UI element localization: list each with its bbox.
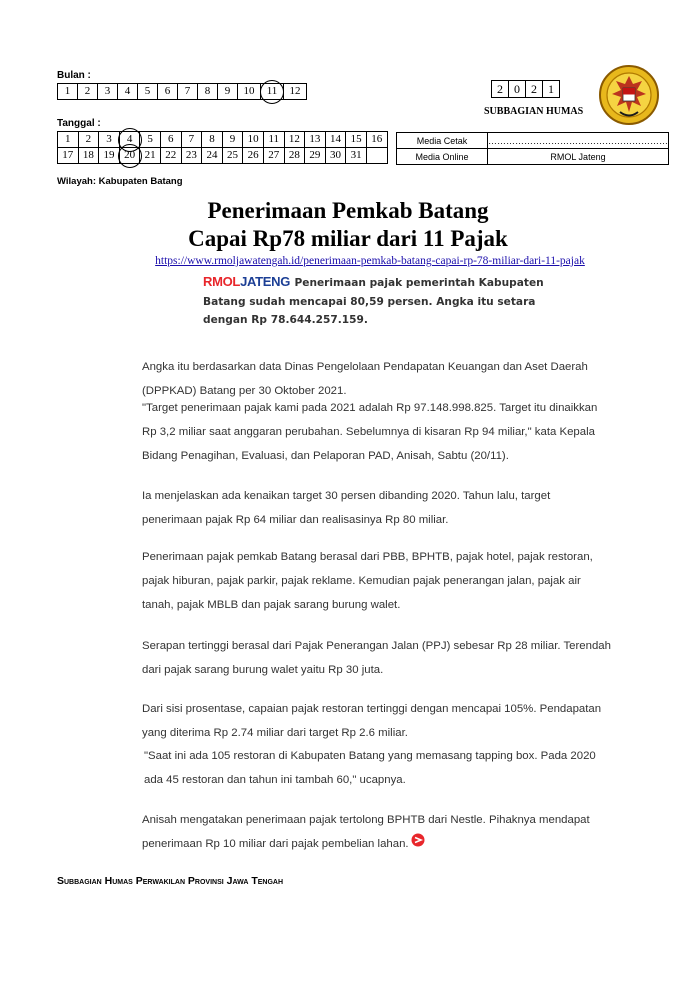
rmol-end-mark-icon <box>411 832 425 856</box>
article-paragraph: Ia menjelaskan ada kenaikan target 30 persen dibanding 2020. Tahun lalu, target penerimaan pajak Rp 64 miliar dan realisasinya Rp 80 miliar. <box>142 490 551 526</box>
year-digit: 0 <box>508 80 526 98</box>
grid-cell: 10 <box>238 84 261 100</box>
date-grid <box>57 131 388 164</box>
grid-cell: 22 <box>160 148 181 164</box>
grid-cell: 30 <box>325 148 346 164</box>
grid-cell: 13 <box>305 132 326 148</box>
dept-label: SUBBAGIAN HUMAS <box>484 106 584 117</box>
media-cetak-label: Media Cetak <box>397 133 488 149</box>
tanggal-label: Tanggal : <box>57 118 101 129</box>
year-digit: 2 <box>525 80 543 98</box>
garuda-emblem-icon <box>598 64 660 126</box>
article-paragraph: Angka itu berdasarkan data Dinas Pengelolaan Pendapatan Keuangan dan Aset Daerah (DPPKAD) Batang per 30 Oktober 2021. <box>142 361 588 397</box>
grid-cell: 12 <box>284 84 307 100</box>
grid-cell: 2 <box>78 84 98 100</box>
grid-cell: 25 <box>222 148 243 164</box>
grid-cell: 9 <box>222 132 243 148</box>
month-grid <box>57 83 307 100</box>
grid-cell: 11 <box>261 84 284 100</box>
grid-cell: 14 <box>325 132 346 148</box>
grid-cell: 3 <box>98 84 118 100</box>
article-title-line2: Capai Rp78 miliar dari 11 Pajak <box>188 226 508 251</box>
article-url-link[interactable]: https://www.rmoljawatengah.id/penerimaan-pemkab-batang-capai-rp-78-miliar-dari-11-pajak <box>155 255 585 267</box>
grid-cell: 15 <box>346 132 367 148</box>
grid-cell: 7 <box>181 132 202 148</box>
year-digit: 2 <box>491 80 509 98</box>
grid-cell: 11 <box>263 132 284 148</box>
grid-cell: 8 <box>198 84 218 100</box>
lead-line: Batang sudah mencapai 80,59 persen. Angka itu setara <box>203 295 536 308</box>
grid-cell: 2 <box>78 132 99 148</box>
lead-line: Penerimaan pajak pemerintah Kabupaten <box>294 277 544 289</box>
article-paragraph: Penerimaan pajak pemkab Batang berasal dari PBB, BPHTB, pajak hotel, pajak restoran, pajak hiburan, pajak parkir, pajak reklame. Kemudian pajak penerangan jalan, pajak air tanah, pajak MBLB dan pajak sarang burung walet. <box>142 551 593 611</box>
grid-cell: 10 <box>243 132 264 148</box>
grid-cell: 27 <box>263 148 284 164</box>
grid-cell: 3 <box>99 132 120 148</box>
article-paragraph: "Target penerimaan pajak kami pada 2021 adalah Rp 97.148.998.825. Target itu dinaikkan Rp 3,2 miliar saat anggaran perubahan. Sebelumnya di kisaran Rp 94 miliar," kata Kepala Bidang Penagihan, Evaluasi, dan Pelaporan PAD, Anisah, Sabtu (20/11). <box>142 402 598 462</box>
media-table <box>396 132 669 165</box>
lead-line: dengan Rp 78.644.257.159. <box>203 314 368 326</box>
grid-cell: 1 <box>58 84 78 100</box>
lead-block <box>203 273 544 330</box>
wilayah-label: Wilayah: Kabupaten Batang <box>57 176 183 187</box>
grid-cell: 6 <box>158 84 178 100</box>
year-digit: 1 <box>542 80 560 98</box>
footer-text: Subbagian Humas Perwakilan Provinsi Jawa Tengah <box>57 875 284 887</box>
grid-cell: 4 <box>119 132 140 148</box>
grid-cell: 7 <box>178 84 198 100</box>
grid-cell: 29 <box>305 148 326 164</box>
article-paragraph: Dari sisi prosentase, capaian pajak restoran tertinggi dengan mencapai 105%. Pendapatan yang diterima Rp 2.74 miliar dari target Rp 2.6 miliar. <box>142 703 602 739</box>
grid-cell: 1 <box>58 132 79 148</box>
grid-cell: 24 <box>202 148 223 164</box>
grid-cell: 6 <box>160 132 181 148</box>
grid-cell: 12 <box>284 132 305 148</box>
grid-cell: 8 <box>202 132 223 148</box>
media-online-value: RMOL Jateng <box>488 149 669 165</box>
grid-cell: 20 <box>119 148 140 164</box>
media-cetak-value: …………………………………………………… <box>488 133 669 149</box>
article-paragraph: "Saat ini ada 105 restoran di Kabupaten Batang yang memasang tapping box. Pada 2020 ada 45 restoran dan tahun ini tambah 60," ucapnya. <box>144 750 596 786</box>
article-paragraph: Serapan tertinggi berasal dari Pajak Penerangan Jalan (PPJ) sebesar Rp 28 miliar. Terendah dari pajak sarang burung walet yaitu Rp 30 juta. <box>142 640 611 676</box>
grid-cell: 17 <box>58 148 79 164</box>
bulan-label: Bulan : <box>57 70 91 81</box>
article-title-line1: Penerimaan Pemkab Batang <box>207 198 489 223</box>
grid-cell: 4 <box>118 84 138 100</box>
grid-cell: 5 <box>140 132 161 148</box>
grid-cell: 31 <box>346 148 367 164</box>
grid-cell: 26 <box>243 148 264 164</box>
grid-cell: 18 <box>78 148 99 164</box>
grid-cell: 9 <box>218 84 238 100</box>
rmol-logo: RMOLJATENG <box>203 274 291 289</box>
media-online-label: Media Online <box>397 149 488 165</box>
grid-cell: 5 <box>138 84 158 100</box>
grid-cell: 21 <box>140 148 161 164</box>
article-paragraph: Anisah mengatakan penerimaan pajak tertolong BPHTB dari Nestle. Pihaknya mendapat penerimaan Rp 10 miliar dari pajak pembelian lahan. <box>142 808 612 856</box>
grid-cell: 28 <box>284 148 305 164</box>
grid-cell: 19 <box>99 148 120 164</box>
year-boxes <box>492 80 560 98</box>
grid-cell <box>366 148 387 164</box>
grid-cell: 16 <box>366 132 387 148</box>
grid-cell: 23 <box>181 148 202 164</box>
